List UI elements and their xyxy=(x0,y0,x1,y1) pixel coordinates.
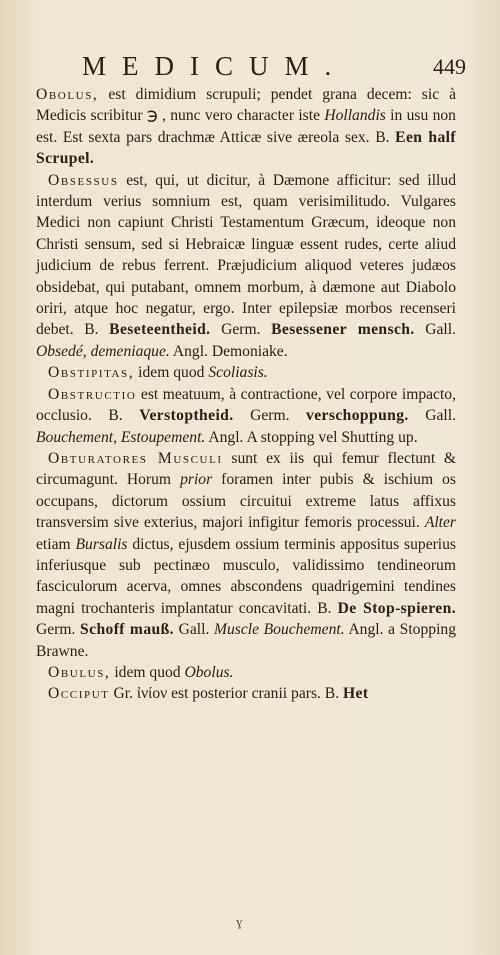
french-term: Bouchement, Estoupement. xyxy=(36,428,206,446)
entry-term: Obstructio xyxy=(48,385,137,403)
dutch-term: Beseteentheid. xyxy=(109,321,211,339)
entry-text: Angl. A stopping vel Shutting up. xyxy=(205,428,418,446)
entry-text: Gall. xyxy=(173,621,214,639)
french-term: Muscle Bouchement. xyxy=(213,621,345,639)
entry-text: Germ. xyxy=(233,407,307,425)
entry-term: Obulus, xyxy=(48,663,111,681)
dutch-term: De Stop-spieren. xyxy=(337,599,456,617)
french-term: Obsedé, demeniaque. xyxy=(36,342,170,360)
entry-term: Obturatores Musculi xyxy=(48,449,223,467)
entry-text: foramen inter pubis & ischium os occupans, dictorum ossium circuitui extreme latus affixus transversim sive exterius, majori infigitur femoris processui. xyxy=(36,471,456,532)
page-number: 449 xyxy=(433,54,466,79)
entry-text: Angl. Demoniake. xyxy=(169,342,288,360)
german-term: Besessener mensch. xyxy=(271,321,415,339)
dutch-term: Een half Scrupel. xyxy=(36,128,457,168)
entry-obturatores xyxy=(36,448,456,662)
page-header xyxy=(82,48,466,84)
entry-text: , nunc vero character iste xyxy=(157,107,325,125)
italic-word: Hollandis xyxy=(324,107,386,125)
italic-word: prior xyxy=(180,471,213,489)
entry-text: Gr. xyxy=(109,685,137,703)
italic-word: Bursalis xyxy=(75,535,128,553)
entry-text: Gall. xyxy=(414,321,456,339)
entry-text: dictus, ejusdem ossium terminis appositus superius inferiusque sub pectinæo musculo, validissimo tendineorum fasciculorum acerva, omnes abscondens quadrigemini tendines magni trochanteris implantatur concavitati. B. xyxy=(36,535,457,617)
entry-term: Obsessus xyxy=(48,171,119,189)
german-term: verschoppung. xyxy=(306,407,409,425)
scruple-symbol: ℈ xyxy=(146,107,158,125)
entry-text: etiam xyxy=(36,535,76,553)
entry-text: sunt ex iis qui femur flectunt & circumagunt. Horum xyxy=(36,449,456,489)
running-title: MEDICUM. xyxy=(82,51,348,81)
entry-term: Obstipitas, xyxy=(48,364,135,382)
entry-text: idem quod xyxy=(110,663,185,681)
dictionary-body xyxy=(36,84,456,705)
entry-obsessus xyxy=(36,170,456,363)
entry-text: in usu non est. Est sexta pars drachmæ Atticæ sive æreola sex. B. xyxy=(36,107,456,146)
entry-term: Occiput xyxy=(48,685,110,703)
german-term: Schoff mauß. xyxy=(80,621,174,639)
signature-mark: ɣ xyxy=(236,914,243,929)
entry-text: Germ. xyxy=(36,621,81,639)
entry-text: est meatuum, à contractione, vel corpore impacto, occlusio. B. xyxy=(36,385,456,425)
dutch-term: Verstoptheid. xyxy=(139,407,234,425)
italic-word: Alter xyxy=(424,514,456,532)
entry-text: Germ. xyxy=(210,321,272,339)
entry-obstructio xyxy=(36,384,456,448)
entry-text: est dimidium scrupuli; pendet grana decem: sic à Medicis scribitur xyxy=(36,86,456,125)
dutch-term: Het xyxy=(343,685,369,703)
entry-obulus xyxy=(36,662,456,683)
entry-term: Obolus, xyxy=(36,86,99,103)
greek-term: ἰνίον xyxy=(136,685,168,703)
cross-reference: Scoliasis. xyxy=(208,364,268,382)
entry-occiput xyxy=(36,683,456,704)
entry-obolus xyxy=(36,84,456,170)
entry-obstipitas xyxy=(36,362,456,383)
entry-text: est, qui, ut dicitur, à Dæmone afficitur: sed illud interdum verius somnium est, quam verisimilitudo. Vulgares Medici non capiunt Christi Testamentum Græcum, ideoque non Christi sensum, sed si Hebraicæ linguæ essent rudes, certe aliud judicium de rebus ferrent. Præjudicium aliquod veteres judæos obsidebat, qui putabant, omnem morbum, à dæmone aut Diabolo oriri, atque hoc negatur, ergo. Inter epilepsiæ morbos recenseri debet. B. xyxy=(36,171,456,339)
entry-text: Angl. a Stopping Brawne. xyxy=(36,621,456,660)
entry-text: idem quod xyxy=(134,364,209,382)
cross-reference: Obolus. xyxy=(184,663,234,681)
entry-text: Gall. xyxy=(408,407,457,425)
entry-text: est posterior cranii pars. B. xyxy=(167,685,344,703)
